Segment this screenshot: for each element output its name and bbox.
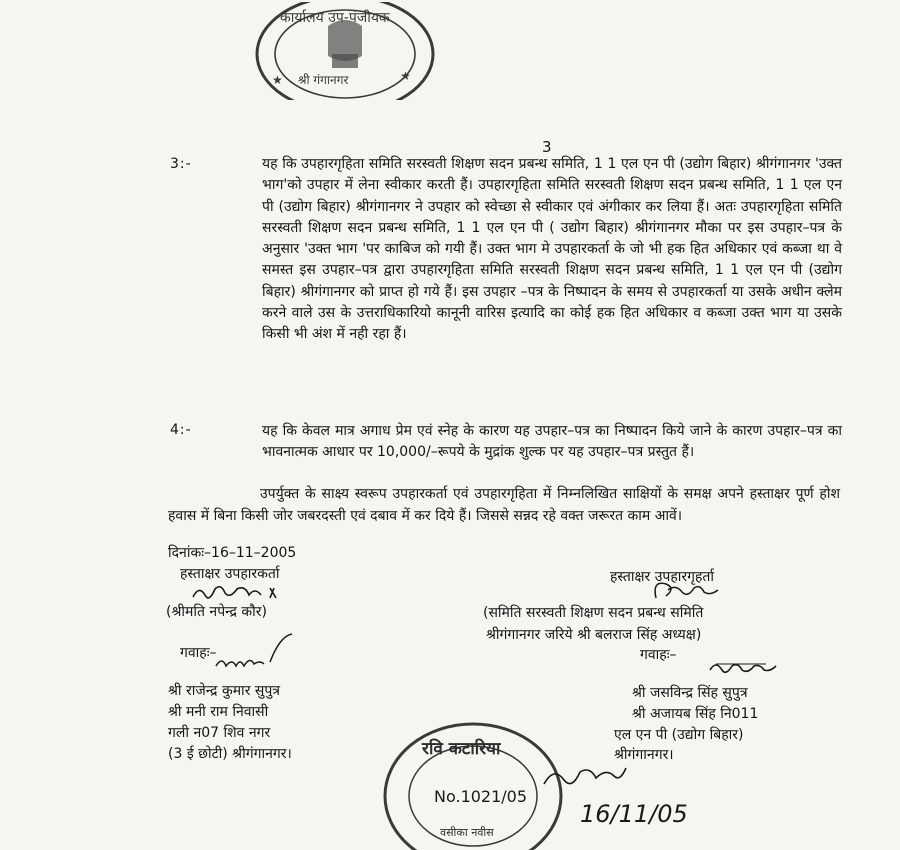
handwritten-date: 16/11/05 <box>580 800 688 828</box>
witness-left-signature <box>210 632 300 672</box>
donor-heading: हस्ताक्षर उपहारकर्ता <box>180 566 280 582</box>
donee-signature <box>648 576 728 604</box>
witness-right-signature <box>706 656 786 678</box>
donee-name-line2: श्रीगंगानगर जरिये श्री बलराज सिंह अध्यक्ष) <box>486 627 702 643</box>
witness-left-line3: गली न07 शिव नगर <box>168 725 271 741</box>
svg-text:★: ★ <box>400 69 411 83</box>
donee-heading: हस्ताक्षर उपहारगृहर्ता <box>610 569 715 585</box>
witness-right-line1: श्री जसविन्द्र सिंह सुपुत्र <box>632 685 748 701</box>
stamp-designation: वसीका नवीस <box>440 826 494 839</box>
para4-number: 4:- <box>170 422 192 438</box>
registrar-seal-top <box>250 2 440 100</box>
seal-top-outer-text: कार्यालय उप-पंजीयक <box>280 10 390 26</box>
date-line: दिनांकः–16–11–2005 <box>168 545 297 561</box>
para4-text: यह कि केवल मात्र अगाध प्रेम एवं स्नेह के कारण यह उपहार–पत्र का निष्पादन किये जाने के कारण उपहार–पत्र का भावनात्मक आधार पर 10,000/–रूपये के मुद्रांक शुल्क पर यह उपहार–पत्र प्रस्तुत हैं। <box>262 423 842 460</box>
para3-text: यह कि उपहारगृहिता समिति सरस्वती शिक्षण सदन प्रबन्ध समिति, 1 1 एल एन पी (उद्योग बिहार) श्रीगंगानगर 'उक्त भाग'को उपहार में लेना स्वीकार करती हैं। उपहारगृहिता समिति सरस्वती शिक्षण सदन प्रबन्ध समिति, 1 1 एल एन पी (उद्योग बिहार) श्रीगंगानगर ने उपहार को स्वेच्छा से स्वीकार एवं अंगीकार कर लिया हैं। अतः उपहारगृहिता समिति सरस्वती शिक्षण सदन प्रबन्ध समिति, 1 1 एल एन पी ( उद्योग बिहार) श्रीगंगानगर मौका पर इस उपहार–पत्र के अनुसार 'उक्त भाग 'पर काबिज को गयी हैं। उक्त भाग मे उपहारकर्ता के जो भी हक हित अधिकार एवं कब्जा था वे समस्त इस उपहार–पत्र द्वारा उपहारगृहिता समिति सरस्वती शिक्षण सदन प्रबन्ध समिति, 1 1 एल एन पी (उद्योग बिहार) श्रीगंगानगर को प्राप्त हो गये हैं। इस उपहार –पत्र के निष्पादन के समय से उपहारकर्ता या उसके अधीन क्लेम करने वाले उस के उत्तराधिकारियो कानूनी वारिस इत्यादि का कोई हक हित अधिकार व कब्जा उक्त भाग या उसके किसी भी अंश में नही रहा हैं। <box>262 156 842 343</box>
witness-right-label: गवाहः– <box>640 647 677 663</box>
donee-name-line1: (समिति सरस्वती शिक्षण सदन प्रबन्ध समिति <box>483 605 704 621</box>
witness-left-line2: श्री मनी राम निवासी <box>168 704 269 720</box>
svg-text:★: ★ <box>272 73 283 87</box>
witness-left-label: गवाहः– <box>180 645 217 661</box>
seal-top-bottom-text: श्री गंगानगर <box>298 73 349 87</box>
witness-right-line3: एल एन पी (उद्योग बिहार) <box>614 727 744 743</box>
donor-name: (श्रीमति नपेन्द्र कौर) <box>166 604 267 620</box>
witness-right-line4: श्रीगंगानगर। <box>614 747 674 763</box>
closing-text: उपर्युक्त के साक्ष्य स्वरूप उपहारकर्ता एवं उपहारगृहिता में निम्नलिखित साक्षियों के समक्ष अपने हस्ताक्षर पूर्ण होश हवास में बिना किसी जोर जबरदस्ती एवं दबाव में कर दिये हैं। जिससे सन्नद रहे वक्त जरूरत काम आवें। <box>168 486 840 524</box>
witness-left-line4: (3 ई छोटी) श्रीगंगानगर। <box>168 746 292 762</box>
stamp-number: No.1021/05 <box>434 787 528 806</box>
witness-right-line2: श्री अजायब सिंह नि011 <box>632 706 759 722</box>
stamp-name: रवि कटारिया <box>422 739 501 759</box>
para3-number: 3:- <box>170 156 192 172</box>
donor-signature <box>188 582 298 604</box>
witness-left-line1: श्री राजेन्द्र कुमार सुपुत्र <box>168 683 281 699</box>
handwritten-signature-date <box>540 760 740 830</box>
page-number: 3 <box>542 138 552 156</box>
